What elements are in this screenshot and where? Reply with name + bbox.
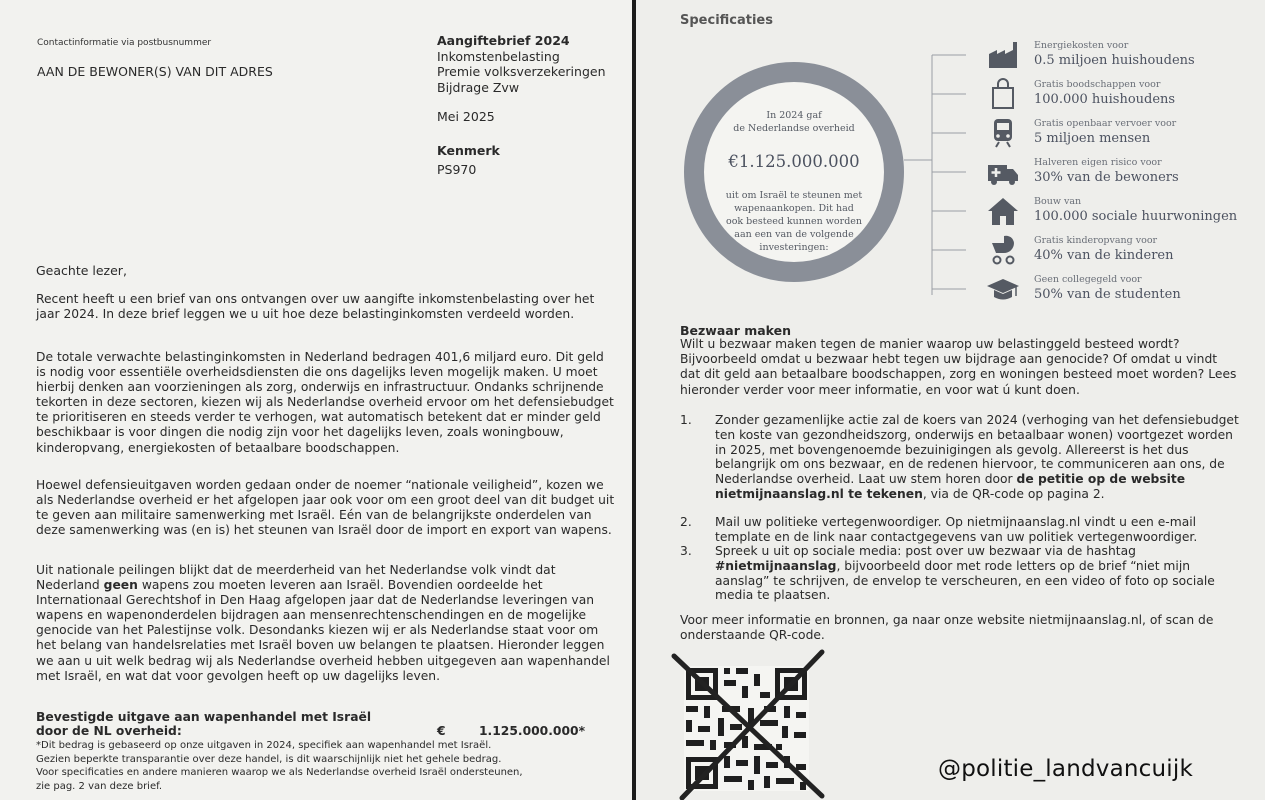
petition-link-text: de petitie op de website nietmijnaanslag.nl te tekenen <box>715 472 1186 501</box>
spec-row-housing: Bouw van 100.000 sociale huurwoningen <box>954 194 1254 230</box>
spec-title: Specificaties <box>680 13 773 28</box>
qr-code <box>664 648 829 800</box>
confirmed-line-2: door de NL overheid: <box>36 724 182 738</box>
footnote-line: *Dit bedrag is gebaseerd op onze uitgaven in 2024, specifiek aan wapenhandel met Israël. <box>36 740 492 751</box>
paragraph-intro: Recent heeft u een brief van ons ontvangen over uw aangifte inkomstenbelasting over het jaar 2024. In deze brief leggen we u uit hoe deze belastinginkomsten verdeeld worden. <box>36 292 595 322</box>
letter-date: Mei 2025 <box>437 109 495 124</box>
confirmed-spending <box>36 710 371 738</box>
objection-intro: Wilt u bezwaar maken tegen de manier waarop uw belastinggeld besteed wordt? Bijvoorbeeld omdat u bezwaar hebt tegen uw bijdrage aan genocide? Of omdat u vindt dat dit geld aan betaalbare boodschappen, zorg en woningen besteed moet worden? Lees hieronder verder voor meer informatie, en voor wat ú kunt doen. <box>680 337 1237 397</box>
spec-row-health: Halveren eigen risico voor 30% van de bewoners <box>954 155 1254 191</box>
graduation-cap-icon <box>986 272 1020 306</box>
letter-header <box>437 33 606 95</box>
emphasis-geen: geen <box>103 578 138 593</box>
contact-line: Contactinformatie via postbusnummer <box>37 38 212 48</box>
paragraph-defense: Hoewel defensieuitgaven worden gedaan onder de noemer “nationale veiligheid”, kozen we als Nederlandse overheid er het afgelopen jaar ook voor om een groot deel van dit budget uit te geven aan militaire samenwerking met Israël. Eén van de belangrijkste onderdelen van deze samenwerking was (en is) het steunen van Israël door de import en export van wapens. <box>36 478 615 538</box>
ambulance-icon <box>986 155 1020 189</box>
footnote-line: zie pag. 2 van deze brief. <box>36 780 163 792</box>
stroller-icon <box>986 233 1020 267</box>
footnote-line: Gezien beperkte transparantie over deze handel, is dit waarschijnlijk niet het gehele bedrag. <box>36 753 502 765</box>
reference-label: Kenmerk <box>437 143 500 158</box>
watermark-handle: @politie_landvancuijk <box>938 756 1193 782</box>
letter-title: Aangiftebrief 2024 <box>437 33 570 48</box>
train-icon <box>986 116 1020 150</box>
confirmed-currency: € <box>437 724 446 738</box>
footnote-line: Voor specificaties en andere manieren waarop we als Nederlandse overheid Israël ondersteunen, <box>36 767 523 778</box>
paragraph-income: De totale verwachte belastinginkomsten in Nederland bedragen 401,6 miljard euro. Dit geld is nodig voor essentiële overheidsdiensten die ons dagelijks leven mogelijk maken. U moet hierbij denken aan voorzieningen als zorg, onderwijs en infrastructuur. Ondanks schrijnende tekorten in deze sectoren, kiezen wij als Nederlandse overheid ervoor om het defensiebudget te prioritiseren en steeds verder te verhogen, wat automatisch betekent dat er minder geld beschikbaar is voor dingen die nodig zijn voor het dagelijks leven, zoals woningbouw, kinderopvang, energiekosten of betaalbare boodschappen. <box>36 350 614 455</box>
spec-row-childcare: Gratis kinderopvang voor 40% van de kinderen <box>954 233 1254 269</box>
spec-row-groceries: Gratis boodschappen voor 100.000 huishoudens <box>954 77 1254 113</box>
header-line: Premie volksverzekeringen <box>437 64 606 79</box>
circle-top-text: In 2024 gaf de Nederlandse overheid <box>733 110 855 134</box>
factory-icon <box>986 38 1020 72</box>
circle-amount: €1.125.000.000 <box>728 152 860 171</box>
spec-row-education: Geen collegegeld voor 50% van de studenten <box>954 272 1254 308</box>
hashtag-text: #nietmijnaanslag <box>715 558 837 573</box>
circle-bottom-text: uit om Israël te steunen met wapenaankopen. Dit had ook besteed kunnen worden aan een van de volgende investeringen: <box>725 190 863 253</box>
footnotes <box>36 739 523 793</box>
paragraph-polls: Uit nationale peilingen blijkt dat de meerderheid van het Nederlandse volk vindt dat Nederland geen wapens zou moeten leveren aan Israël. Bovendien oordeelde het Internationaal Gerechtshof in Den Haag afgelopen jaar dat de Nederlandse leveringen van wapens en wapenonderdelen bijdragen aan mensenrechtenschendingen en de mogelijke genocide van het Palestijnse volk. Desondanks kiezen wij er als Nederlandse staat voor om het belang van handelsrelaties met Israël boven uw belangen te plaatsen. Hieronder leggen we aan u uit welk bedrag wij als Nederlandse overheid hebben uitgegeven aan wapenhandel met Israël, en wat dat voor gevolgen heeft op uw dagelijks leven. <box>36 563 610 683</box>
confirmed-line-1: Bevestigde uitgave aan wapenhandel met Israël <box>36 710 372 724</box>
header-line: Bijdrage Zvw <box>437 79 520 95</box>
reference-value: PS970 <box>437 162 477 177</box>
spec-row-transport: Gratis openbaar vervoer voor 5 miljoen mensen <box>954 116 1254 152</box>
header-line: Inkomstenbelasting <box>437 48 560 64</box>
closing-text: Voor meer informatie en bronnen, ga naar onze website nietmijnaanslag.nl, of scan de onderstaande QR-code. <box>680 613 1214 643</box>
letter-page-1 <box>0 0 632 800</box>
shopping-bag-icon <box>986 77 1020 111</box>
confirmed-amount: 1.125.000.000* <box>479 724 586 738</box>
greeting: Geachte lezer, <box>36 263 127 278</box>
amount-circle <box>684 62 904 282</box>
letter-page-2: Specificaties In 2024 gaf de Nederlandse overheid €1.125.000.000 uit om Israël te steunen met wapenaankopen. Dit had ook besteed kunnen worden aan een van de volgende investeringen: Energiekosten voor 0.5 miljoen huishoudens Gratis boodschappen voor 100.000 huishoudens Gratis openbaar vervoer voor 5 miljoen mensen Halveren eigen risico voor 30% van de bewoners Bouw van 100.000 sociale huurwoningen Gratis kinderopvang voor 40% van de kinderen Geen collegegeld voor 50% van de studenten Bezwaar maken Wilt u bezwaar maken tegen de manier waarop uw belastinggeld besteed wordt? Bijvoorbeeld omdat u bezwaar hebt tegen uw bijdrage aan genocide? Of omdat u vindt dat dit geld aan betaalbare boodschappen, zorg en woningen besteed moet worden? Lees hieronder verder voor meer informatie, en voor wat ú kunt doen. 1. Zonder gezamenlijke actie zal de koers van 2024 (verhoging van het defensiebudget ten koste van gezondheidszorg, onderwijs en betaalbaar wonen) voortgezet worden in 2025, met bovengenoemde bezuinigingen als gevolg. Allereerst is het dus belangrijk om ons bezwaar, en de redenen hiervoor, te communiceren aan ons, de Nederlandse overheid. Laat uw stem horen door de petitie op de website nietmijnaanslag.nl te tekenen, via de QR-code op pagina 2. 2. Mail uw politieke vertegenwoordiger. Op nietmijnaanslag.nl vindt u een e-mail template en de link naar contactgegevens van uw politiek vertegenwoordiger. 3. Spreek u uit op sociale media: post over uw bezwaar via de hashtag #nietmijnaanslag, bijvoorbeeld door met rode letters op de brief “niet mijn aanslag” te schrijven, de envelop te verscheuren, en een video of foto op sociale media te plaatsen. Voor meer informatie en bronnen, ga naar onze website nietmijnaanslag.nl, of scan de onderstaande QR-code. <box>636 0 1265 800</box>
objection-title: Bezwaar maken <box>680 323 792 338</box>
recipient-address: AAN DE BEWONER(S) VAN DIT ADRES <box>37 64 273 79</box>
house-icon <box>986 194 1020 228</box>
spec-row-energy: Energiekosten voor 0.5 miljoen huishoudens <box>954 38 1254 74</box>
